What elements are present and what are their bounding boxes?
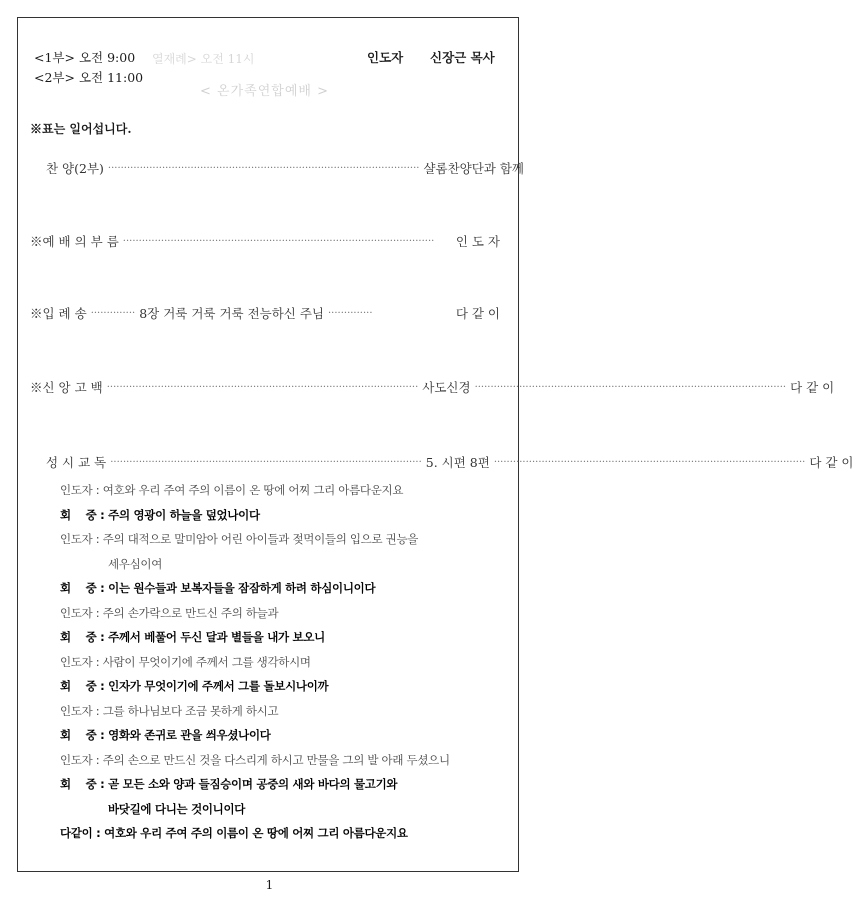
litany-speaker: 회 중 bbox=[60, 777, 97, 791]
litany-speaker: 회 중 bbox=[60, 728, 97, 742]
litany-line bbox=[60, 752, 450, 768]
litany-colon: : bbox=[92, 826, 105, 840]
dot-leader: ·············· bbox=[90, 307, 136, 319]
litany-text: 바닷길에 다니는 것이니이다 bbox=[108, 801, 246, 816]
dot-leader: ·································································································· bbox=[106, 381, 419, 393]
litany-line bbox=[60, 482, 403, 498]
litany-line bbox=[60, 727, 271, 743]
order-middle: 8장 거룩 거룩 거룩 전능하신 주님 bbox=[139, 306, 324, 321]
dot-leader: ·································································································· bbox=[122, 235, 435, 247]
litany-line bbox=[60, 531, 418, 547]
litany-line bbox=[60, 580, 375, 596]
order-middle: 5. 시편 8편 bbox=[425, 455, 490, 470]
litany-line bbox=[60, 678, 328, 694]
dot-leader: ·································································································· bbox=[110, 456, 422, 468]
order-row bbox=[30, 232, 500, 250]
litany-text: 곧 모든 소와 양과 들짐승이며 공중의 새와 바다의 물고기와 bbox=[108, 777, 398, 791]
litany-text: 여호와 우리 주여 주의 이름이 온 땅에 어찌 그리 아름다운지요 bbox=[102, 483, 404, 497]
litany-line bbox=[60, 703, 278, 719]
litany-colon: : bbox=[92, 703, 103, 718]
litany-line bbox=[108, 801, 245, 817]
order-right: 샬롬찬양단과 함께 bbox=[423, 161, 524, 176]
order-label: ※예 배 의 부 름 bbox=[30, 234, 119, 249]
page-number: 1 bbox=[265, 878, 274, 892]
litany-text: 주의 영광이 하늘을 덮었나이다 bbox=[108, 507, 260, 522]
order-middle: 사도신경 bbox=[422, 380, 471, 395]
order-row bbox=[30, 453, 854, 471]
litany-speaker: 인도자 bbox=[60, 703, 93, 718]
order-row bbox=[30, 304, 500, 322]
litany-colon: : bbox=[92, 654, 103, 669]
litany-text: 여호와 우리 주여 주의 이름이 온 땅에 어찌 그리 아름다운지요 bbox=[104, 826, 408, 840]
litany-text: 인자가 무엇이기에 주께서 그를 돌보시나이까 bbox=[108, 679, 329, 693]
litany-text: 주의 손으로 만드신 것을 다스리게 하시고 만물을 그의 발 아래 두셨으니 bbox=[102, 752, 450, 767]
litany-colon: : bbox=[96, 728, 109, 742]
litany-line bbox=[60, 825, 408, 841]
order-right: 다 같 이 bbox=[790, 380, 835, 395]
litany-speaker: 인도자 bbox=[60, 752, 93, 767]
litany-text: 영화와 존귀로 관을 씌우셨나이다 bbox=[108, 728, 271, 742]
litany-colon: : bbox=[96, 777, 109, 791]
litany-speaker: 인도자 bbox=[60, 532, 93, 546]
litany-text: 세우심이여 bbox=[108, 556, 163, 571]
order-label: 찬 양(2부) bbox=[46, 161, 104, 176]
litany-text: 사람이 무엇이기에 주께서 그를 생각하시며 bbox=[102, 654, 311, 669]
leader-name: 신장근 목사 bbox=[430, 50, 495, 65]
order-right: 다 같 이 bbox=[809, 455, 854, 470]
order-right: 인 도 자 bbox=[455, 234, 500, 249]
service-time-1: <1부> 오전 9:00 bbox=[34, 50, 136, 65]
order-label: 성 시 교 독 bbox=[46, 455, 107, 470]
order-label: ※입 례 송 bbox=[30, 306, 87, 321]
litany-text: 그를 하나님보다 조금 못하게 하시고 bbox=[102, 703, 279, 718]
litany-line bbox=[60, 776, 397, 792]
litany-colon: : bbox=[96, 507, 109, 522]
litany-speaker: 인도자 bbox=[60, 605, 93, 620]
standing-note: ※표는 일어섭니다. bbox=[30, 122, 132, 136]
litany-speaker: 회 중 bbox=[60, 630, 97, 644]
litany-text: 주께서 베풀어 두신 달과 별들을 내가 보오니 bbox=[108, 630, 325, 644]
litany-line bbox=[60, 605, 278, 621]
litany-speaker: 인도자 bbox=[60, 654, 93, 669]
order-row bbox=[30, 378, 835, 396]
litany-colon: : bbox=[92, 532, 103, 546]
dot-leader: ·································································································· bbox=[493, 456, 806, 468]
litany-speaker: 회 중 bbox=[60, 679, 97, 693]
litany-speaker: 회 중 bbox=[60, 581, 97, 595]
litany-colon: : bbox=[96, 630, 109, 644]
bulletin-frame bbox=[17, 17, 519, 872]
ghost-text-1: 열재례> 오전 11시 bbox=[152, 52, 255, 66]
order-right: 다 같 이 bbox=[455, 306, 500, 321]
litany-colon: : bbox=[92, 605, 103, 620]
dot-leader: ·············· bbox=[328, 307, 373, 319]
ghost-text-2: < 온가족연합예배 > bbox=[200, 84, 329, 99]
litany-text: 주의 손가락으로 만드신 주의 하늘과 bbox=[102, 605, 279, 620]
dot-leader: ·································································································· bbox=[474, 381, 787, 393]
litany-colon: : bbox=[92, 752, 103, 767]
order-row bbox=[30, 159, 524, 177]
dot-leader: ·································································································· bbox=[107, 162, 420, 174]
litany-line bbox=[60, 629, 325, 645]
litany-line bbox=[108, 556, 162, 572]
order-label: ※신 앙 고 백 bbox=[30, 380, 103, 395]
litany-line bbox=[60, 507, 260, 523]
litany-speaker: 회 중 bbox=[60, 507, 97, 522]
litany-line bbox=[60, 654, 311, 670]
litany-speaker: 인도자 bbox=[60, 483, 93, 497]
litany-text: 이는 원수들과 보복자들을 잠잠하게 하려 하심이니이다 bbox=[108, 581, 376, 595]
litany-colon: : bbox=[96, 581, 109, 595]
litany-colon: : bbox=[92, 483, 103, 497]
leader-role: 인도자 bbox=[367, 50, 404, 65]
litany-speaker: 다같이 bbox=[60, 826, 93, 840]
service-time-2: <2부> 오전 11:00 bbox=[34, 70, 144, 85]
litany-text: 주의 대적으로 말미암아 어린 아이들과 젖먹이들의 입으로 권능을 bbox=[102, 532, 419, 546]
litany-colon: : bbox=[96, 679, 109, 693]
